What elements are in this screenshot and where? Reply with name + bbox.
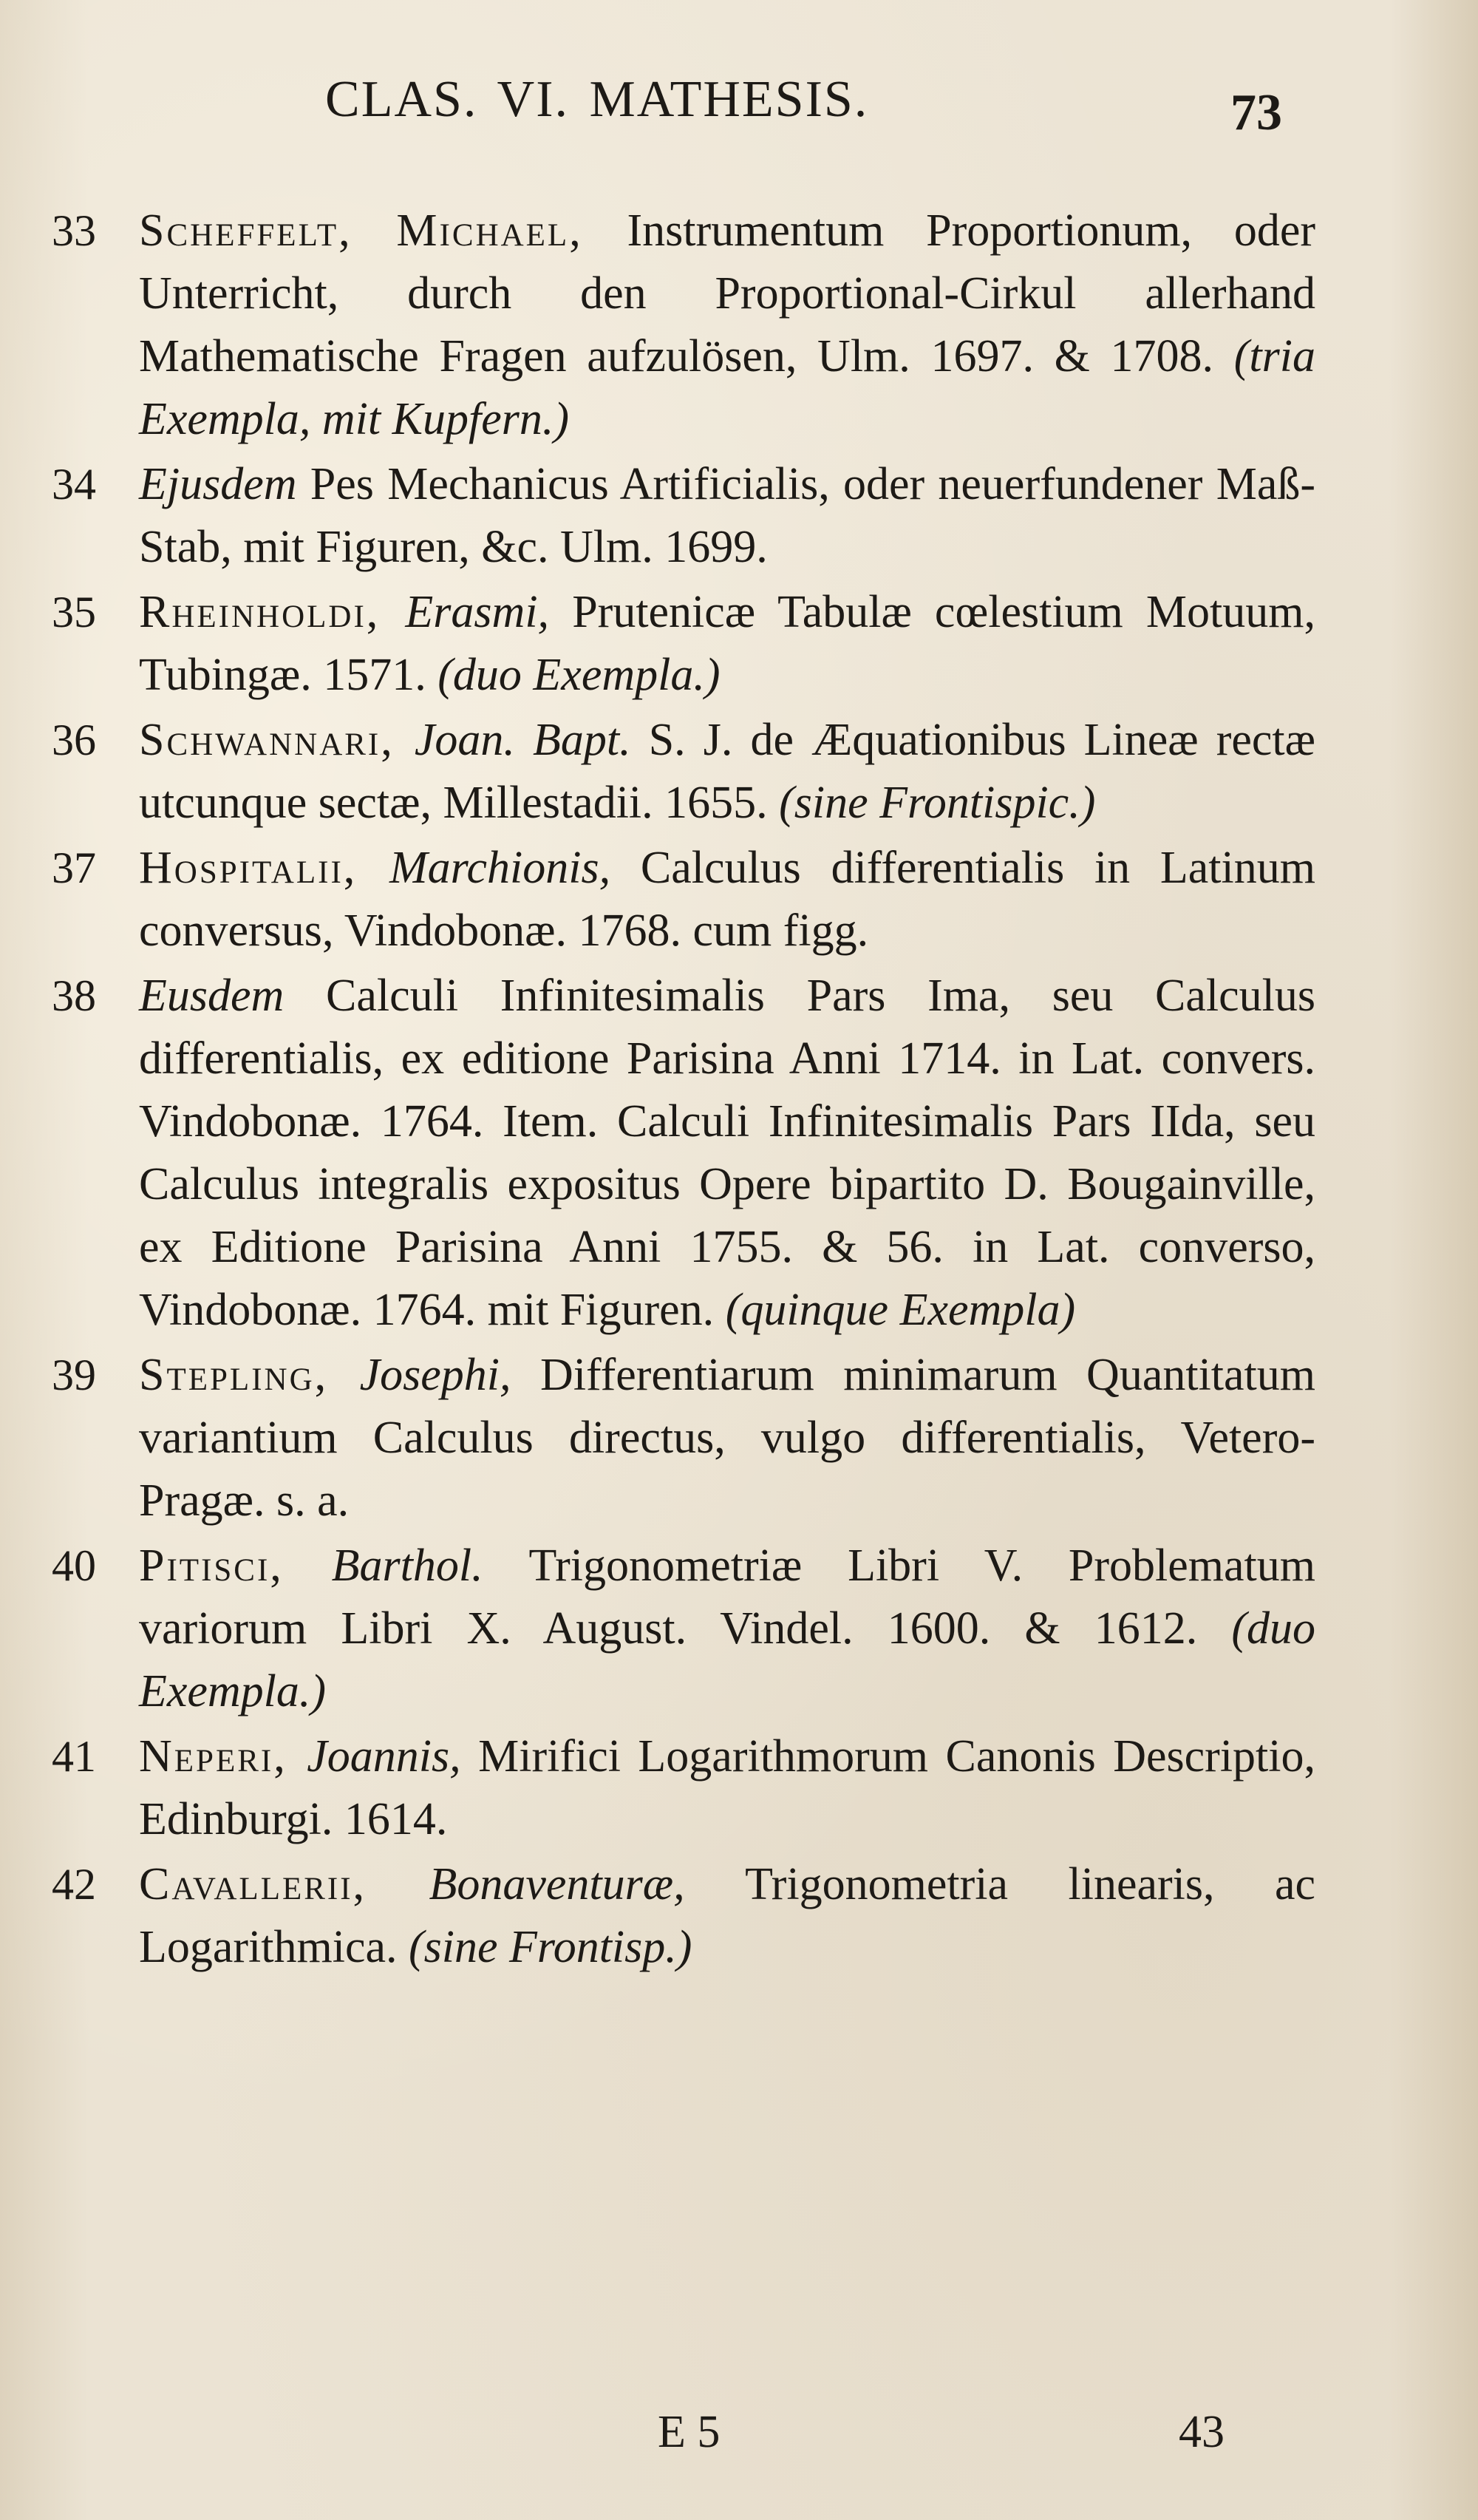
entry-number: 40	[52, 1541, 96, 1590]
entry-text: Differentiarum minimarum Quantitatum variantium Calculus directus, vulgo differentialis, Vetero-Pragæ. s. a.	[139, 1350, 1316, 1526]
signature-mark: E 5	[658, 2407, 721, 2457]
entry-text: Trigonometriæ Libri V. Problematum variorum Libri X. August. Vindel. 1600. & 1612.	[139, 1541, 1315, 1654]
catalog-entry	[52, 965, 1315, 1342]
entry-author: Rheinholdi,	[139, 587, 406, 637]
entry-author: Scheffelt, Michael,	[139, 206, 627, 256]
running-head: CLAS. VI. MATHESIS.	[325, 71, 869, 128]
catalog-entry	[52, 453, 1315, 579]
page-number: 73	[1230, 84, 1282, 141]
entry-number: 36	[52, 716, 96, 764]
entry-given-name: Josephi,	[359, 1350, 541, 1400]
catalog-entries	[52, 200, 1315, 1981]
entry-text: Prutenicæ Tabulæ cœlestium Motuum, Tubingæ. 1571.	[139, 587, 1315, 700]
entry-author: Pitisci,	[139, 1541, 332, 1591]
page-header	[0, 70, 1478, 152]
entry-text: S. J. de Æquationibus Lineæ rectæ utcunque sectæ, Millestadii. 1655.	[139, 715, 1316, 828]
entry-text: Pes Mechanicus Artificialis, oder neuerfundener Maß-Stab, mit Figuren, &c. Ulm. 1699.	[139, 459, 1315, 572]
entry-author: Hospitalii,	[139, 843, 390, 893]
entry-text: Calculus differentialis in Latinum conversus, Vindobonæ. 1768. cum figg.	[139, 843, 1315, 956]
catalog-entry	[52, 200, 1315, 451]
catalog-entry	[52, 1853, 1315, 1979]
entry-number: 34	[52, 460, 96, 509]
entry-number: 41	[52, 1732, 96, 1781]
entry-number: 33	[52, 206, 96, 255]
entry-note: (quinque Exempla)	[725, 1285, 1076, 1335]
catchword: 43	[1179, 2407, 1225, 2457]
entry-number: 38	[52, 971, 96, 1020]
entry-number: 39	[52, 1351, 96, 1399]
entry-number: 42	[52, 1860, 96, 1909]
entry-given-name: Erasmi,	[405, 587, 573, 637]
entry-given-name: Ejusdem	[139, 459, 310, 509]
entry-given-name: Marchionis,	[389, 843, 641, 893]
entry-number: 35	[52, 588, 96, 636]
catalog-entry	[52, 837, 1315, 962]
catalog-entry	[52, 709, 1315, 835]
entry-given-name: Joannis,	[307, 1731, 479, 1782]
entry-text: Mirifici Logarithmorum Canonis Descriptio, Edinburgi. 1614.	[139, 1731, 1315, 1844]
entry-author: Stepling,	[139, 1350, 360, 1400]
entry-note: (duo Exempla.)	[437, 650, 721, 700]
page-footer	[0, 2406, 1478, 2473]
entry-note: (duo Exempla.)	[139, 1603, 1315, 1716]
entry-text: Trigonometria linearis, ac Logarithmica.	[139, 1859, 1315, 1972]
entry-author: Schwannari,	[139, 715, 415, 765]
catalog-entry	[52, 581, 1315, 707]
entry-author: Cavallerii,	[139, 1859, 429, 1909]
catalog-entry	[52, 1535, 1315, 1723]
entry-note: (tria Exempla, mit Kupfern.)	[139, 331, 1315, 444]
entry-given-name: Bonaventuræ,	[429, 1859, 746, 1909]
entry-note: (sine Frontisp.)	[408, 1922, 692, 1972]
entry-text: Instrumentum Proportionum, oder Unterricht, durch den Proportional-Cirkul allerhand Mathematische Fragen aufzulösen, Ulm. 1697. & 1708.	[139, 206, 1315, 381]
entry-given-name: Joan. Bapt.	[414, 715, 649, 765]
entry-given-name: Eusdem	[139, 971, 326, 1021]
catalog-entry	[52, 1344, 1315, 1532]
entry-text: Calculi Infinitesimalis Pars Ima, seu Calculus differentialis, ex editione Parisina Anni 1714. in Lat. convers. Vindobonæ. 1764. Item. Calculi Infinitesimalis Pars IIda, seu Calculus integralis expositus Opere bipartito D. Bougainville, ex Editione Parisina Anni 1755. & 56. in Lat. converso, Vindobonæ. 1764. mit Figuren.	[139, 971, 1316, 1335]
entry-note: (sine Frontispic.)	[779, 778, 1096, 828]
entry-number: 37	[52, 843, 96, 892]
catalog-entry	[52, 1725, 1315, 1851]
entry-author: Neperi,	[139, 1731, 307, 1782]
entry-given-name: Barthol.	[331, 1541, 529, 1591]
